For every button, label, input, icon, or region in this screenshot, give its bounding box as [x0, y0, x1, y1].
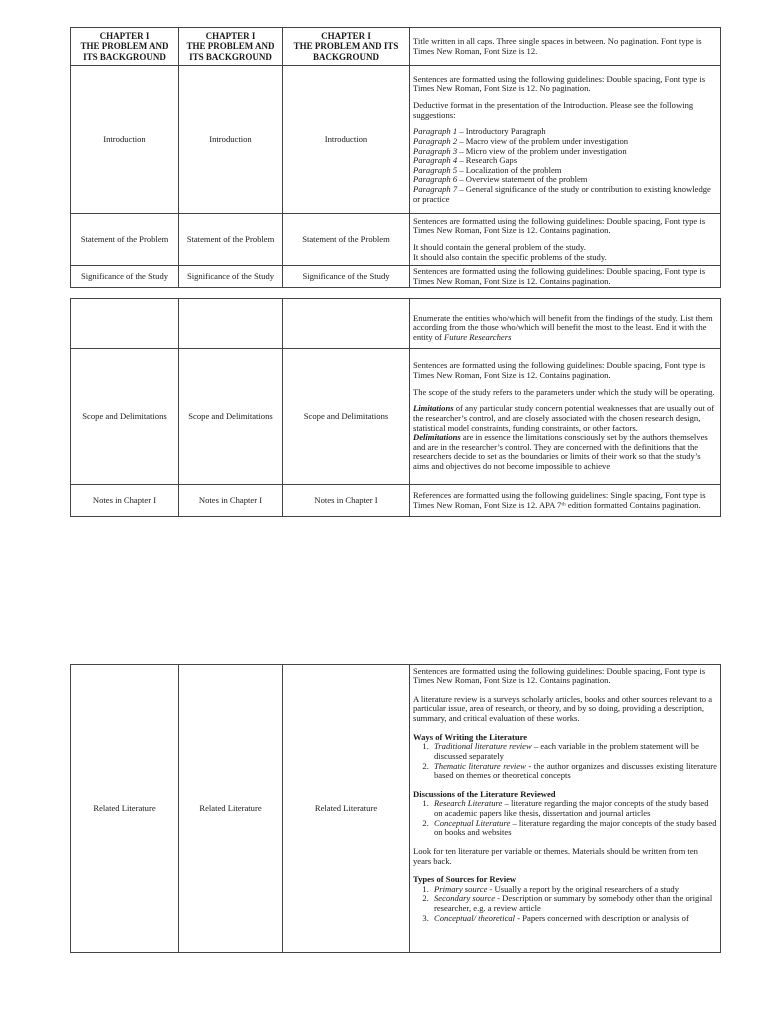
row-label: Significance of the Study [179, 266, 283, 288]
statement-of-problem-row [71, 214, 721, 266]
empty-cell [179, 299, 283, 349]
chapter-one-table-part-1 [70, 27, 721, 288]
paragraph-suggestions [413, 127, 717, 204]
format-guideline: Sentences are formatted using the following guidelines: Double spacing, Font type is Times New Roman, Font Size is 12. No pagination. [413, 73, 706, 94]
general-problem-note: It should contain the general problem of the study. [413, 242, 586, 252]
chapter-header-cell [283, 28, 410, 66]
header-description [410, 28, 721, 66]
chapter-two-table [70, 664, 721, 953]
introduction-row [71, 66, 721, 214]
row-label: Scope and Delimitations [283, 349, 410, 485]
list-item: 1. Research Literature – literature regarding the major concepts of the study based on academic papers like thesis, dissertation and journal articles [431, 799, 717, 818]
scope-row [71, 349, 721, 485]
row-label: Scope and Delimitations [179, 349, 283, 485]
chapter-header-line2: THE PROBLEM AND ITS [293, 41, 399, 52]
chapter-header-line3: ITS BACKGROUND [83, 51, 166, 62]
row-label: Notes in Chapter I [179, 485, 283, 517]
list-item: 3. Conceptual/ theoretical - Papers concerned with description or analysis of [431, 914, 717, 924]
related-literature-description [410, 665, 721, 953]
ways-heading: Ways of Writing the Literature [413, 731, 528, 742]
paragraph-item: Paragraph 5 – Localization of the problem [413, 164, 562, 175]
format-guideline: Sentences are formatted using the following guidelines: Double spacing, Font type is Times New Roman, Font Size is 12. Contains pagination. [413, 266, 706, 286]
types-heading: Types of Sources for Review [413, 874, 517, 885]
discussions-list [413, 799, 717, 838]
paragraph-item: Paragraph 7 – General significance of the study or contribution to existing knowledge or practice [413, 184, 711, 204]
row-label: Significance of the Study [283, 266, 410, 288]
discussions-heading: Discussions of the Literature Reviewed [413, 788, 556, 799]
specific-problem-note: It should also contain the specific problems of the study. [413, 251, 607, 262]
row-label: Introduction [283, 66, 410, 214]
beneficiaries-description [410, 299, 721, 349]
paragraph-item: Paragraph 4 – Research Gaps [413, 155, 518, 166]
row-label: Statement of the Problem [283, 214, 410, 266]
header-row [71, 28, 721, 66]
chapter-header-cell [179, 28, 283, 66]
header-description-text: Title written in all caps. Three single spaces in between. No pagination. Font type is Times New Roman, Font Size is 12. [413, 35, 702, 56]
statement-of-problem-description [410, 214, 721, 266]
delimitations-note: Delimitations are in essence the limitations consciously set by the authors themselves and are in the researcher’s control. They are concerned with the definitions that the researchers decide to set as the boundaries or limits of their work so that the study’s aims and objectives do not become impossible to achieve [413, 432, 708, 471]
literature-review-definition: A literature review is a surveys scholarly articles, books and other sources relevant to a particular issue, area of research, or theory, and by so doing, providing a description, summary, and critical evaluation of these works. [413, 693, 713, 723]
chapter-header-line2: THE PROBLEM AND [186, 41, 275, 52]
chapter-header-line1: CHAPTER I [205, 30, 256, 41]
row-label: Introduction [179, 66, 283, 214]
format-guideline: Sentences are formatted using the following guidelines: Double spacing, Font type is Times New Roman, Font Size is 12. Contains pagination. [413, 215, 706, 236]
row-label: Related Literature [71, 665, 179, 953]
list-item: 1. Primary source - Usually a report by the original researchers of a study [431, 885, 717, 895]
row-label: Notes in Chapter I [71, 485, 179, 517]
deductive-note: Deductive format in the presentation of the Introduction. Please see the following suggestions: [413, 100, 694, 120]
beneficiaries-text: Enumerate the entities who/which will benefit from the findings of the study. List them according from the those who/which will benefit the most to the least. End it with the entity of Future Researchers [413, 312, 713, 342]
row-label: Statement of the Problem [71, 214, 179, 266]
significance-row [71, 266, 721, 288]
paragraph-item: Paragraph 2 – Macro view of the problem under investigation [413, 135, 629, 146]
ten-literature-note: Look for ten literature per variable or themes. Materials should be written from ten years back. [413, 845, 698, 866]
chapter-one-table-part-2 [70, 298, 721, 517]
chapter-header-line1: CHAPTER I [321, 30, 371, 41]
row-label: Statement of the Problem [179, 214, 283, 266]
chapter-header-line3: BACKGROUND [312, 51, 379, 62]
list-item: 2. Conceptual Literature – literature regarding the major concepts of the study based on books and websites [431, 819, 717, 838]
scope-note: The scope of the study refers to the parameters under which the study will be operating. [413, 386, 715, 397]
ways-list [413, 742, 717, 781]
list-item: 2. Thematic literature review - the author organizes and discusses existing literature based on themes or theoretical concepts [431, 762, 717, 781]
row-label: Related Literature [283, 665, 410, 953]
paragraph-item: Paragraph 1 – Introductory Paragraph [413, 126, 546, 137]
types-list [413, 885, 717, 924]
significance-description [410, 266, 721, 288]
scope-description [410, 349, 721, 485]
chapter-header-line1: CHAPTER I [99, 30, 150, 41]
row-label: Related Literature [179, 665, 283, 953]
notes-row [71, 485, 721, 517]
row-label: Notes in Chapter I [283, 485, 410, 517]
empty-cell [283, 299, 410, 349]
introduction-description [410, 66, 721, 214]
limitations-note: Limitations of any particular study concern potential weaknesses that are usually out of the researcher’s control, and are closely associated with the chosen research design, statistical model constraints, funding constraints, or other factors. [413, 403, 715, 433]
significance-continued-row [71, 299, 721, 349]
row-label: Scope and Delimitations [71, 349, 179, 485]
chapter-header-line3: ITS BACKGROUND [189, 51, 272, 62]
list-item: 1. Traditional literature review – each variable in the problem statement will be discussed separately [431, 742, 717, 761]
list-item: 2. Secondary source - Description or summary by somebody other than the original researcher, e.g. a review article [431, 894, 717, 913]
row-label: Introduction [71, 66, 179, 214]
chapter-header-cell [71, 28, 179, 66]
related-literature-row [71, 665, 721, 953]
empty-cell [71, 299, 179, 349]
format-guideline: Sentences are formatted using the following guidelines: Double spacing, Font type is Times New Roman, Font Size is 12. Contains pagination. [413, 360, 706, 380]
paragraph-item: Paragraph 3 – Micro view of the problem under investigation [413, 145, 627, 156]
format-guideline: Sentences are formatted using the following guidelines: Double spacing, Font type is Times New Roman, Font Size is 12. Contains pagination. [413, 666, 706, 686]
references-guideline: References are formatted using the following guidelines: Single spacing, Font type is Times New Roman, Font Size is 12. APA 7ᵗʰ edition formatted Contains pagination. [413, 489, 706, 510]
row-label: Significance of the Study [71, 266, 179, 288]
paragraph-item: Paragraph 6 – Overview statement of the problem [413, 174, 588, 185]
notes-description [410, 485, 721, 517]
chapter-header-line2: THE PROBLEM AND [80, 41, 169, 52]
